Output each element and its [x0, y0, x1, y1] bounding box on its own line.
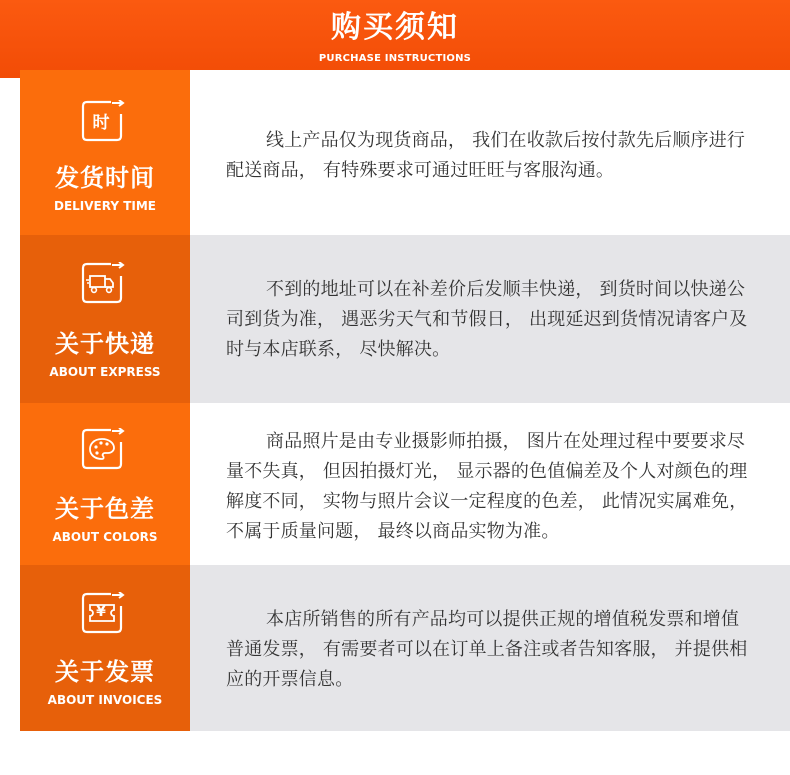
instructions-list: [20, 70, 790, 731]
section-content: [190, 235, 790, 403]
page-subtitle: PURCHASE INSTRUCTIONS: [318, 53, 472, 64]
page-title: 购买须知: [331, 10, 459, 45]
section-label: [20, 70, 190, 235]
section-about-invoices: [20, 565, 790, 731]
section-delivery-time: [20, 70, 790, 235]
section-title-cn: 关于色差: [55, 495, 155, 523]
section-content: [190, 565, 790, 731]
invoice-ticket-icon: ¥: [81, 592, 127, 638]
section-about-colors: [20, 403, 790, 565]
section-content: [190, 70, 790, 235]
truck-icon: [81, 262, 127, 308]
section-title-cn: 关于快递: [55, 330, 155, 358]
section-title-en: ABOUT COLORS: [52, 530, 158, 544]
section-title-en: ABOUT INVOICES: [47, 693, 163, 707]
section-about-express: [20, 235, 790, 403]
section-label: [20, 235, 190, 403]
section-title-cn: 发货时间: [55, 164, 155, 192]
section-title-cn: 关于发票: [55, 658, 155, 686]
section-text: 本店所销售的所有产品均可以提供正规的增值税发票和增值普通发票， 有需要者可以在订单上备注或者告知客服， 并提供相应的开票信息。: [226, 609, 748, 690]
section-content: [190, 403, 790, 565]
section-label: [20, 403, 190, 565]
section-title-en: DELIVERY TIME: [54, 199, 156, 213]
section-text: 不到的地址可以在补差价后发顺丰快递， 到货时间以快递公司到货为准， 遇恶劣天气和节假日， 出现延迟到货情况请客户及时与本店联系， 尽快解决。: [226, 279, 748, 360]
section-text: 线上产品仅为现货商品， 我们在收款后按付款先后顺序进行配送商品， 有特殊要求可通过旺旺与客服沟通。: [226, 130, 746, 181]
palette-icon: [81, 428, 127, 474]
section-label: [20, 565, 190, 731]
section-title-en: ABOUT EXPRESS: [49, 365, 161, 379]
section-text: 商品照片是由专业摄影师拍摄， 图片在处理过程中要要求尽量不失真， 但因拍摄灯光， 显示器的色值偏差及个人对颜色的理解度不同， 实物与照片会议一定程度的色差， 此情况实属难免， 不属于质量问题， 最终以商品实物为准。: [226, 431, 748, 542]
header-banner: [0, 0, 790, 78]
clock-time-icon: 时: [81, 100, 127, 146]
